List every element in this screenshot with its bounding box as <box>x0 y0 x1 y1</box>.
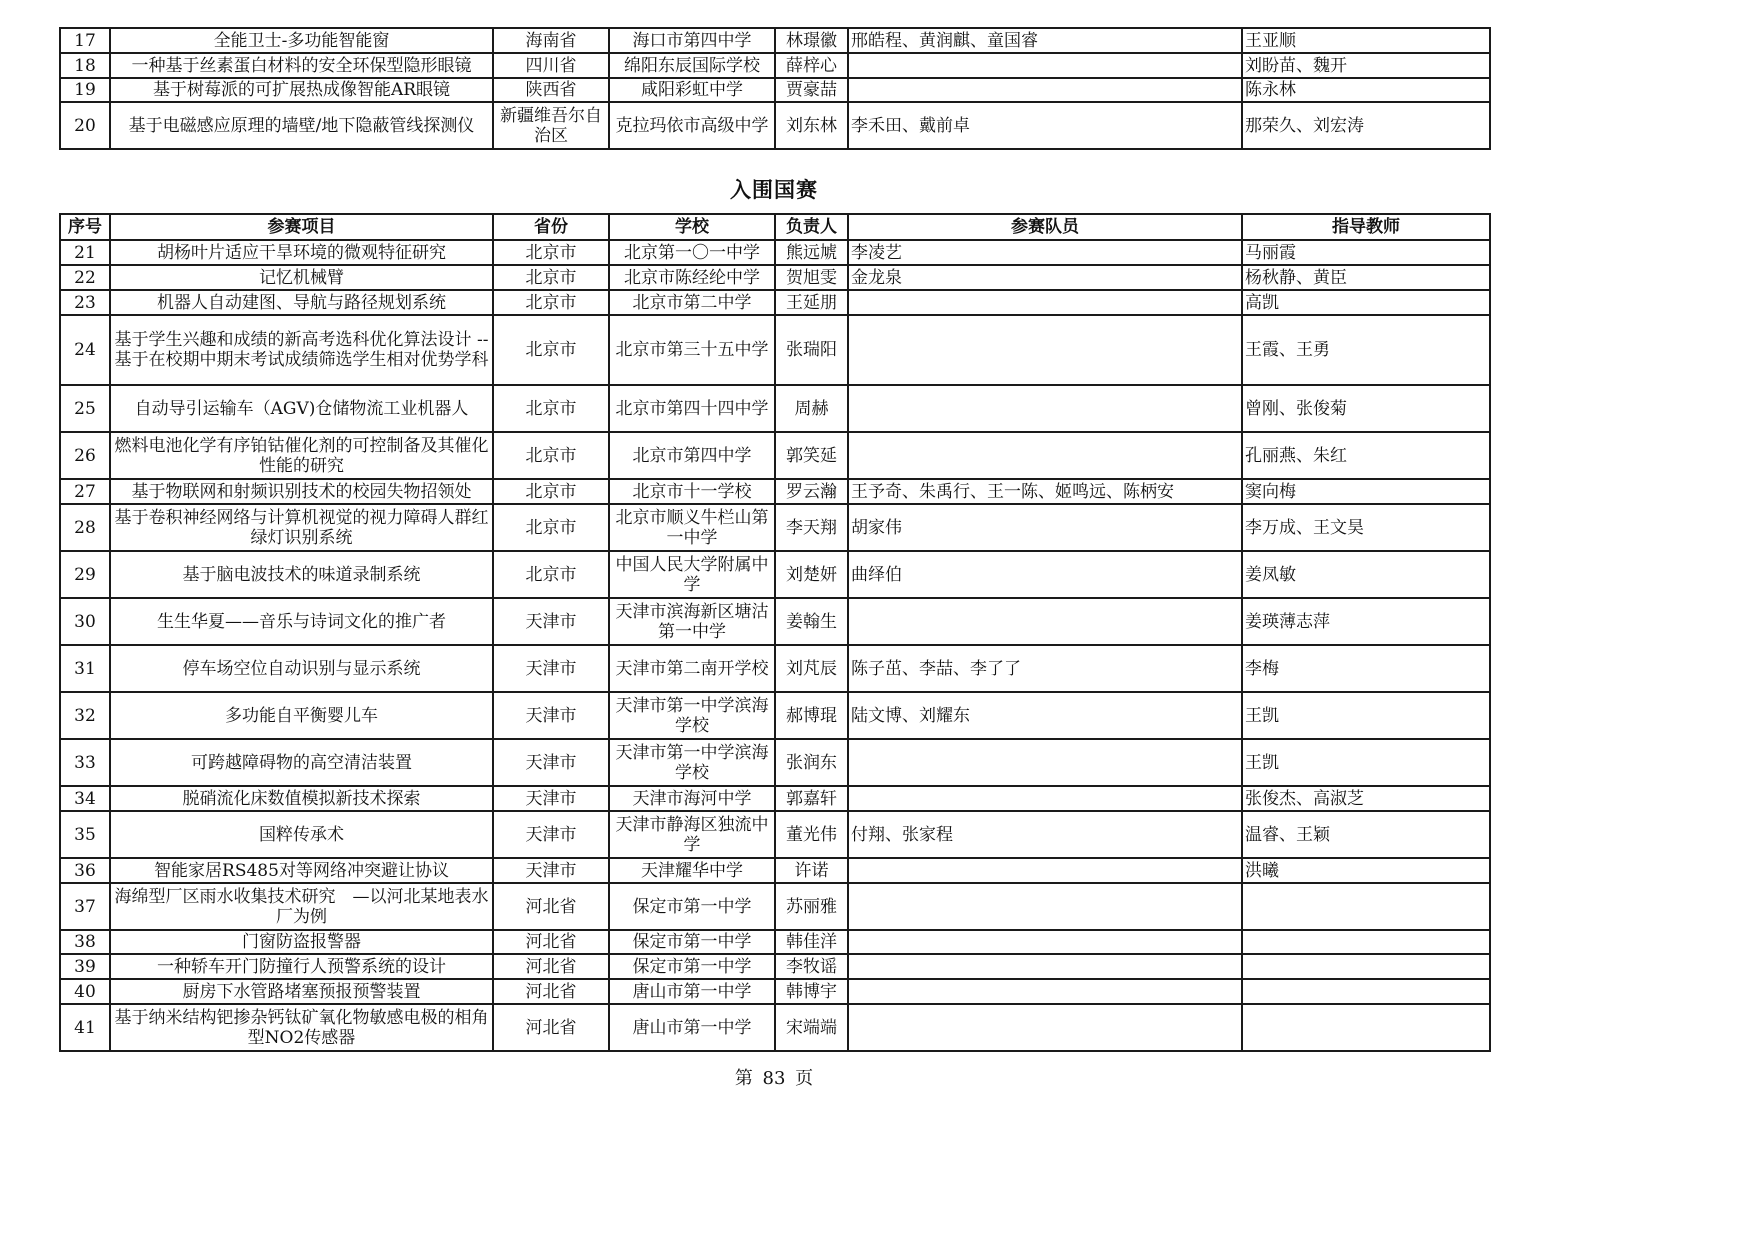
cell-school: 绵阳东辰国际学校 <box>609 53 775 78</box>
cell-team: 曲绎伯 <box>848 551 1242 598</box>
cell-school: 天津市静海区独流中学 <box>609 811 775 858</box>
table-row <box>60 598 1490 645</box>
cell-project: 胡杨叶片适应干旱环境的微观特征研究 <box>110 240 493 265</box>
cell-school: 天津市第二南开学校 <box>609 645 775 692</box>
cell-team: 李凌艺 <box>848 240 1242 265</box>
header-province: 省份 <box>493 214 609 240</box>
cell-team <box>848 858 1242 883</box>
cell-leader: 郭笑延 <box>775 432 848 479</box>
cell-leader: 周赫 <box>775 385 848 432</box>
page-number: 第 83 页 <box>734 1068 814 1089</box>
cell-leader: 郝博琨 <box>775 692 848 739</box>
cell-project: 智能家居RS485对等网络冲突避让协议 <box>110 858 493 883</box>
cell-teacher: 杨秋静、黄臣 <box>1242 265 1490 290</box>
cell-province: 北京市 <box>493 290 609 315</box>
cell-school: 唐山市第一中学 <box>609 1004 775 1051</box>
cell-leader: 贺旭雯 <box>775 265 848 290</box>
cell-province: 海南省 <box>493 28 609 53</box>
header-team: 参赛队员 <box>848 214 1242 240</box>
cell-project: 基于电磁感应原理的墙壁/地下隐蔽管线探测仪 <box>110 102 493 149</box>
cell-project: 燃料电池化学有序铂钴催化剂的可控制备及其催化性能的研究 <box>110 432 493 479</box>
cell-province: 北京市 <box>493 265 609 290</box>
cell-team: 李禾田、戴前卓 <box>848 102 1242 149</box>
table-row <box>60 240 1490 265</box>
cell-leader: 张润东 <box>775 739 848 786</box>
cell-team <box>848 290 1242 315</box>
table-row <box>60 739 1490 786</box>
cell-no: 28 <box>60 504 110 551</box>
cell-no: 40 <box>60 979 110 1004</box>
cell-teacher: 洪曦 <box>1242 858 1490 883</box>
cell-leader: 苏丽雅 <box>775 883 848 930</box>
cell-province: 北京市 <box>493 385 609 432</box>
cell-province: 天津市 <box>493 786 609 811</box>
cell-school: 天津市滨海新区塘沽第一中学 <box>609 598 775 645</box>
cell-school: 天津市第一中学滨海学校 <box>609 739 775 786</box>
cell-leader: 王延朋 <box>775 290 848 315</box>
cell-no: 24 <box>60 315 110 385</box>
cell-teacher: 张俊杰、高淑芝 <box>1242 786 1490 811</box>
cell-leader: 张瑞阳 <box>775 315 848 385</box>
cell-team: 陆文博、刘耀东 <box>848 692 1242 739</box>
cell-teacher: 温睿、王颖 <box>1242 811 1490 858</box>
cell-project: 基于树莓派的可扩展热成像智能AR眼镜 <box>110 78 493 102</box>
cell-project: 厨房下水管路堵塞预报预警装置 <box>110 979 493 1004</box>
cell-no: 36 <box>60 858 110 883</box>
table-row <box>60 265 1490 290</box>
table-row <box>60 28 1490 53</box>
cell-leader: 熊远虓 <box>775 240 848 265</box>
table-row <box>60 315 1490 385</box>
cell-team: 邢皓程、黄润麒、童国睿 <box>848 28 1242 53</box>
cell-leader: 许诺 <box>775 858 848 883</box>
cell-school: 克拉玛依市高级中学 <box>609 102 775 149</box>
cell-teacher <box>1242 930 1490 954</box>
cell-project: 门窗防盗报警器 <box>110 930 493 954</box>
table-row <box>60 645 1490 692</box>
cell-province: 天津市 <box>493 692 609 739</box>
cell-no: 31 <box>60 645 110 692</box>
cell-no: 25 <box>60 385 110 432</box>
table-row <box>60 1004 1490 1051</box>
cell-project: 基于脑电波技术的味道录制系统 <box>110 551 493 598</box>
cell-leader: 林璟徽 <box>775 28 848 53</box>
cell-school: 天津市海河中学 <box>609 786 775 811</box>
table-row <box>60 979 1490 1004</box>
cell-project: 机器人自动建图、导航与路径规划系统 <box>110 290 493 315</box>
table-row <box>60 883 1490 930</box>
cell-project: 多功能自平衡婴儿车 <box>110 692 493 739</box>
cell-school: 北京第一〇一中学 <box>609 240 775 265</box>
cell-no: 34 <box>60 786 110 811</box>
table-row <box>60 954 1490 979</box>
cell-leader: 罗云瀚 <box>775 479 848 504</box>
cell-team <box>848 739 1242 786</box>
cell-teacher: 那荣久、刘宏涛 <box>1242 102 1490 149</box>
table-row <box>60 479 1490 504</box>
cell-teacher: 姜凤敏 <box>1242 551 1490 598</box>
cell-team <box>848 930 1242 954</box>
cell-project: 自动导引运输车（AGV)仓储物流工业机器人 <box>110 385 493 432</box>
cell-teacher <box>1242 954 1490 979</box>
cell-school: 北京市陈经纶中学 <box>609 265 775 290</box>
cell-teacher: 窦向梅 <box>1242 479 1490 504</box>
cell-teacher <box>1242 883 1490 930</box>
cell-school: 天津市第一中学滨海学校 <box>609 692 775 739</box>
cell-school: 北京市第四中学 <box>609 432 775 479</box>
cell-province: 河北省 <box>493 954 609 979</box>
cell-school: 北京市顺义牛栏山第一中学 <box>609 504 775 551</box>
cell-leader: 韩佳洋 <box>775 930 848 954</box>
cell-province: 河北省 <box>493 979 609 1004</box>
cell-leader: 薛梓心 <box>775 53 848 78</box>
national-finalists-table <box>59 213 1491 1052</box>
header-school: 学校 <box>609 214 775 240</box>
cell-leader: 姜翰生 <box>775 598 848 645</box>
cell-project: 基于物联网和射频识别技术的校园失物招领处 <box>110 479 493 504</box>
cell-province: 四川省 <box>493 53 609 78</box>
cell-no: 17 <box>60 28 110 53</box>
cell-province: 新疆维吾尔自治区 <box>493 102 609 149</box>
cell-province: 北京市 <box>493 551 609 598</box>
cell-leader: 宋端端 <box>775 1004 848 1051</box>
cell-project: 可跨越障碍物的高空清洁装置 <box>110 739 493 786</box>
cell-province: 河北省 <box>493 930 609 954</box>
cell-team: 陈子茁、李喆、李了了 <box>848 645 1242 692</box>
cell-province: 北京市 <box>493 479 609 504</box>
table-row <box>60 102 1490 149</box>
cell-leader: 董光伟 <box>775 811 848 858</box>
cell-no: 39 <box>60 954 110 979</box>
cell-no: 38 <box>60 930 110 954</box>
cell-team: 金龙泉 <box>848 265 1242 290</box>
cell-province: 天津市 <box>493 858 609 883</box>
cell-teacher: 高凯 <box>1242 290 1490 315</box>
cell-province: 天津市 <box>493 811 609 858</box>
cell-school: 保定市第一中学 <box>609 930 775 954</box>
cell-project: 全能卫士-多功能智能窗 <box>110 28 493 53</box>
cell-no: 41 <box>60 1004 110 1051</box>
cell-teacher: 马丽霞 <box>1242 240 1490 265</box>
cell-province: 天津市 <box>493 598 609 645</box>
section-title: 入围国赛 <box>730 178 818 202</box>
cell-no: 26 <box>60 432 110 479</box>
cell-team <box>848 432 1242 479</box>
cell-no: 29 <box>60 551 110 598</box>
cell-school: 北京市第四十四中学 <box>609 385 775 432</box>
national-finalists-body <box>60 240 1490 1051</box>
cell-province: 北京市 <box>493 240 609 265</box>
cell-no: 30 <box>60 598 110 645</box>
cell-school: 唐山市第一中学 <box>609 979 775 1004</box>
cell-team <box>848 598 1242 645</box>
cell-team <box>848 786 1242 811</box>
cell-project: 国粹传承术 <box>110 811 493 858</box>
cell-teacher: 王凯 <box>1242 739 1490 786</box>
header-teacher: 指导教师 <box>1242 214 1490 240</box>
table-row <box>60 786 1490 811</box>
cell-team: 付翔、张家程 <box>848 811 1242 858</box>
cell-team <box>848 315 1242 385</box>
cell-team <box>848 385 1242 432</box>
cell-team: 胡家伟 <box>848 504 1242 551</box>
cell-teacher: 王亚顺 <box>1242 28 1490 53</box>
cell-school: 咸阳彩虹中学 <box>609 78 775 102</box>
cell-school: 北京市第二中学 <box>609 290 775 315</box>
cell-team: 王予奇、朱禹行、王一陈、姬鸣远、陈柄安 <box>848 479 1242 504</box>
cell-leader: 刘芃辰 <box>775 645 848 692</box>
cell-leader: 郭嘉轩 <box>775 786 848 811</box>
cell-project: 基于纳米结构钯掺杂钙钛矿氧化物敏感电极的相角型NO2传感器 <box>110 1004 493 1051</box>
cell-no: 27 <box>60 479 110 504</box>
header-project: 参赛项目 <box>110 214 493 240</box>
table-row <box>60 432 1490 479</box>
cell-project: 海绵型厂区雨水收集技术研究 —以河北某地表水厂为例 <box>110 883 493 930</box>
cell-school: 海口市第四中学 <box>609 28 775 53</box>
cell-project: 停车场空位自动识别与显示系统 <box>110 645 493 692</box>
cell-school: 保定市第一中学 <box>609 883 775 930</box>
cell-no: 22 <box>60 265 110 290</box>
cell-teacher <box>1242 1004 1490 1051</box>
cell-leader: 贾豪喆 <box>775 78 848 102</box>
cell-teacher: 李万成、王文昊 <box>1242 504 1490 551</box>
table-row <box>60 78 1490 102</box>
cell-province: 北京市 <box>493 504 609 551</box>
cell-no: 32 <box>60 692 110 739</box>
cell-teacher: 陈永林 <box>1242 78 1490 102</box>
cell-project: 记忆机械臂 <box>110 265 493 290</box>
cell-school: 保定市第一中学 <box>609 954 775 979</box>
cell-teacher: 李梅 <box>1242 645 1490 692</box>
cell-no: 19 <box>60 78 110 102</box>
cell-leader: 李天翔 <box>775 504 848 551</box>
table-row <box>60 930 1490 954</box>
cell-no: 20 <box>60 102 110 149</box>
table-row <box>60 504 1490 551</box>
continued-results-body <box>60 28 1490 149</box>
table-row <box>60 811 1490 858</box>
cell-project: 一种基于丝素蛋白材料的安全环保型隐形眼镜 <box>110 53 493 78</box>
cell-province: 天津市 <box>493 645 609 692</box>
cell-leader: 韩博宇 <box>775 979 848 1004</box>
cell-team <box>848 1004 1242 1051</box>
table-row <box>60 290 1490 315</box>
cell-school: 天津耀华中学 <box>609 858 775 883</box>
cell-no: 37 <box>60 883 110 930</box>
header-leader: 负责人 <box>775 214 848 240</box>
cell-school: 北京市十一学校 <box>609 479 775 504</box>
table-header-row <box>60 214 1490 240</box>
cell-school: 中国人民大学附属中学 <box>609 551 775 598</box>
cell-province: 天津市 <box>493 739 609 786</box>
cell-teacher: 刘盼苗、魏开 <box>1242 53 1490 78</box>
table-row <box>60 692 1490 739</box>
cell-province: 河北省 <box>493 1004 609 1051</box>
cell-leader: 李牧谣 <box>775 954 848 979</box>
cell-teacher: 孔丽燕、朱红 <box>1242 432 1490 479</box>
cell-no: 33 <box>60 739 110 786</box>
cell-project: 脱硝流化床数值模拟新技术探索 <box>110 786 493 811</box>
cell-leader: 刘东林 <box>775 102 848 149</box>
cell-province: 河北省 <box>493 883 609 930</box>
cell-no: 23 <box>60 290 110 315</box>
cell-team <box>848 979 1242 1004</box>
cell-teacher: 姜瑛薄志萍 <box>1242 598 1490 645</box>
cell-project: 一种轿车开门防撞行人预警系统的设计 <box>110 954 493 979</box>
cell-project: 基于卷积神经网络与计算机视觉的视力障碍人群红绿灯识别系统 <box>110 504 493 551</box>
cell-team <box>848 53 1242 78</box>
cell-team <box>848 78 1242 102</box>
cell-province: 北京市 <box>493 432 609 479</box>
cell-province: 北京市 <box>493 315 609 385</box>
cell-teacher <box>1242 979 1490 1004</box>
cell-leader: 刘楚妍 <box>775 551 848 598</box>
table-row <box>60 551 1490 598</box>
cell-team <box>848 883 1242 930</box>
cell-project: 生生华夏——音乐与诗词文化的推广者 <box>110 598 493 645</box>
cell-no: 18 <box>60 53 110 78</box>
cell-school: 北京市第三十五中学 <box>609 315 775 385</box>
cell-no: 35 <box>60 811 110 858</box>
cell-team <box>848 954 1242 979</box>
cell-project: 基于学生兴趣和成绩的新高考选科优化算法设计 --基于在校期中期末考试成绩筛选学生相对优势学科 <box>110 315 493 385</box>
cell-province: 陕西省 <box>493 78 609 102</box>
cell-teacher: 王霞、王勇 <box>1242 315 1490 385</box>
cell-teacher: 王凯 <box>1242 692 1490 739</box>
table-row <box>60 53 1490 78</box>
header-no: 序号 <box>60 214 110 240</box>
table-row <box>60 858 1490 883</box>
table-row <box>60 385 1490 432</box>
cell-no: 21 <box>60 240 110 265</box>
cell-teacher: 曾刚、张俊菊 <box>1242 385 1490 432</box>
continued-results-table <box>59 27 1491 150</box>
